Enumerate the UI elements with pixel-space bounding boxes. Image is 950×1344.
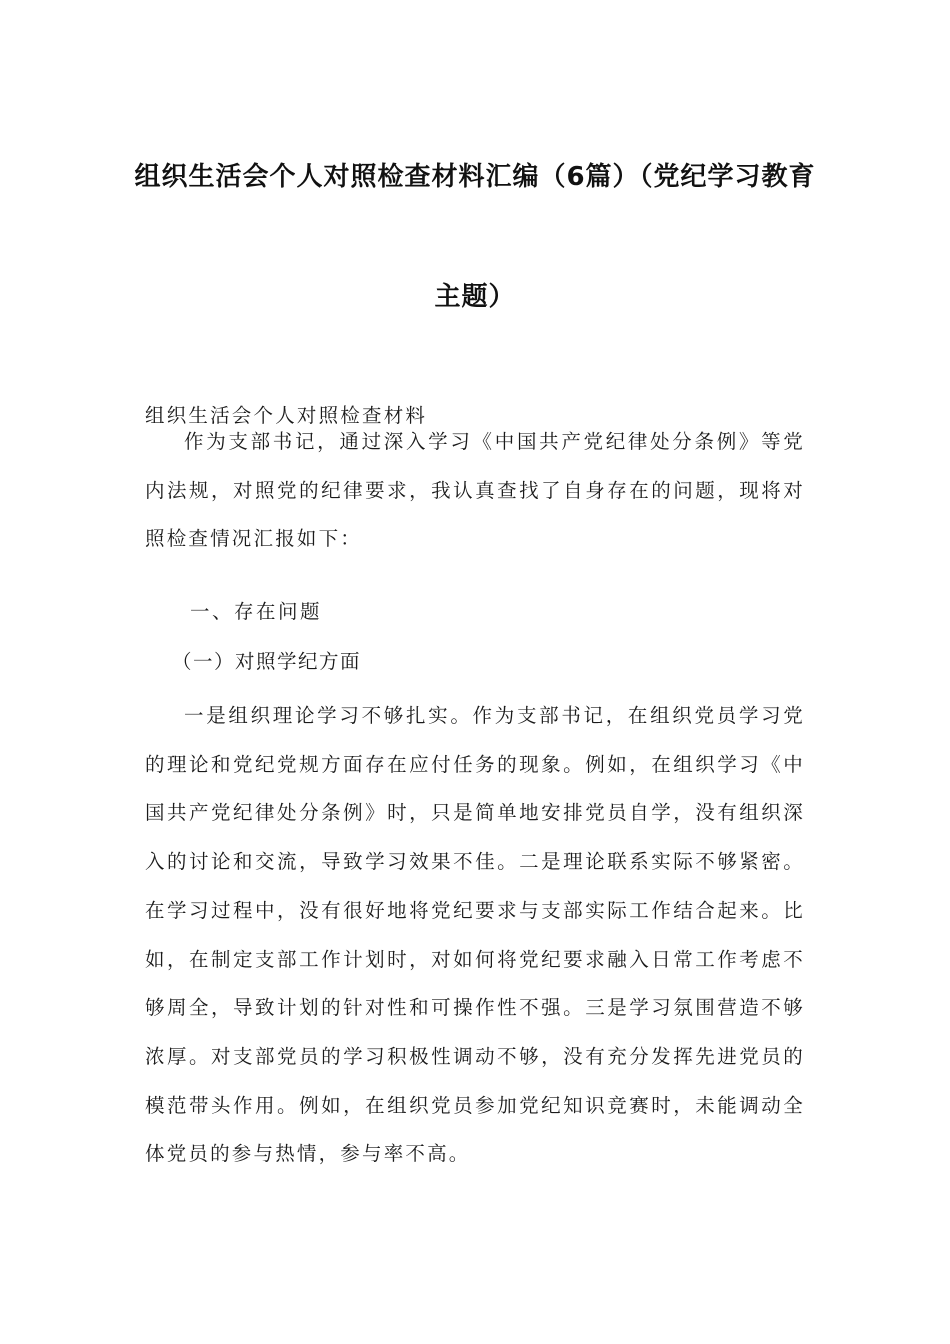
heading-existing-problems: 一、存在问题 (190, 600, 323, 623)
body-paragraph: 一是组织理论学习不够扎实。作为支部书记，在组织党员学习党的理论和党纪党规方面存在应付任务的现象。例如，在组织学习《中国共产党纪律处分条例》时，只是简单地安排党员自学，没有组织深入的讨论和交流，导致学习效果不佳。二是理论联系实际不够紧密。在学习过程中，没有很好地将党纪要求与支部实际工作结合起来。比如，在制定支部工作计划时，对如何将党纪要求融入日常工作考虑不够周全，导致计划的针对性和可操作性不强。三是学习氛围营造不够浓厚。对支部党员的学习积极性调动不够，没有充分发挥先进党员的模范带头作用。例如，在组织党员参加党纪知识竞赛时，未能调动全体党员的参与热情，参与率不高。 (145, 704, 805, 1166)
subheading-discipline-learning: （一）对照学纪方面 (172, 650, 362, 673)
document-title-line-2: 主题） (434, 282, 516, 312)
intro-paragraph: 作为支部书记，通过深入学习《中国共产党纪律处分条例》等党内法规，对照党的纪律要求，我认真查找了自身存在的问题，现将对照检查情况汇报如下： (145, 430, 805, 551)
document-title-line-1: 组织生活会个人对照检查材料汇编（6篇）（党纪学习教育 (134, 162, 816, 192)
section-label: 组织生活会个人对照检查材料 (145, 404, 428, 427)
